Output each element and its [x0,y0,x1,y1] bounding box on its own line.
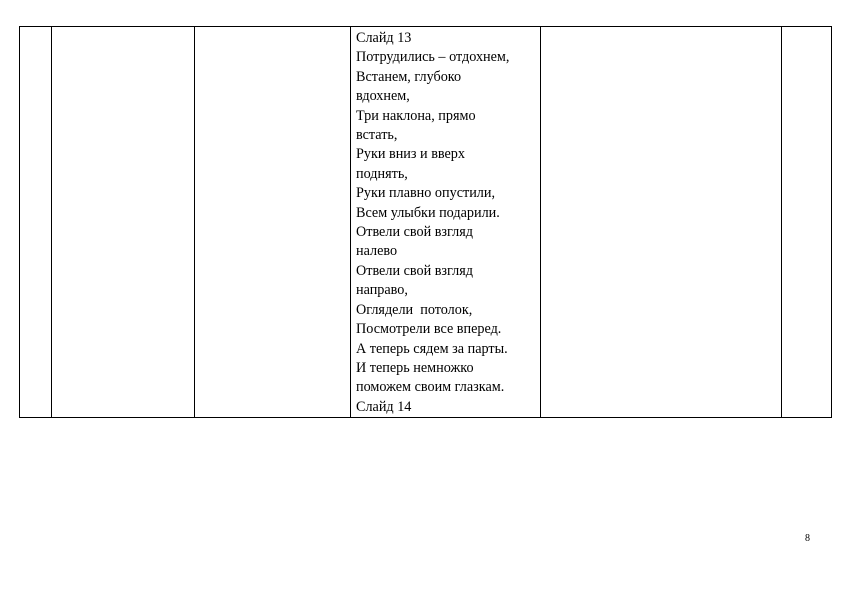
text-line: Оглядели потолок, [356,301,473,318]
text-line: И теперь немножко [356,359,474,376]
text-line: Три наклона, прямо [356,107,476,124]
text-line: Руки плавно опустили, [356,185,496,202]
table-cell-notes [782,27,832,418]
text-line: встать, [356,127,398,144]
table-cell-teacher-activity [351,27,541,418]
table-cell-student-activity [541,27,782,418]
text-line: Отвели свой взгляд [356,224,473,241]
text-line: поможем своим глазкам. [356,379,505,396]
text-line: налево [356,243,398,260]
table-cell-stage [52,27,195,418]
page-number: 8 [805,533,810,544]
text-line: А теперь сядем за парты. [356,340,508,357]
lesson-table [19,26,832,418]
text-line: Встанем, глубоко [356,68,462,85]
text-line: Руки вниз и вверх [356,146,465,163]
text-line: направо, [356,282,408,299]
text-line: поднять, [356,165,408,182]
text-line: Отвели свой взгляд [356,262,473,279]
table-row [20,27,832,418]
table-cell-goal [195,27,351,418]
text-line: Всем улыбки подарили. [356,204,500,221]
text-line: Посмотрели все вперед. [356,321,502,338]
text-line: Слайд 14 [356,398,412,415]
text-line: Потрудились – отдохнем, [356,49,510,66]
text-line: вдохнем, [356,88,410,105]
text-line: Слайд 13 [356,30,412,46]
table-cell-number [20,27,52,418]
